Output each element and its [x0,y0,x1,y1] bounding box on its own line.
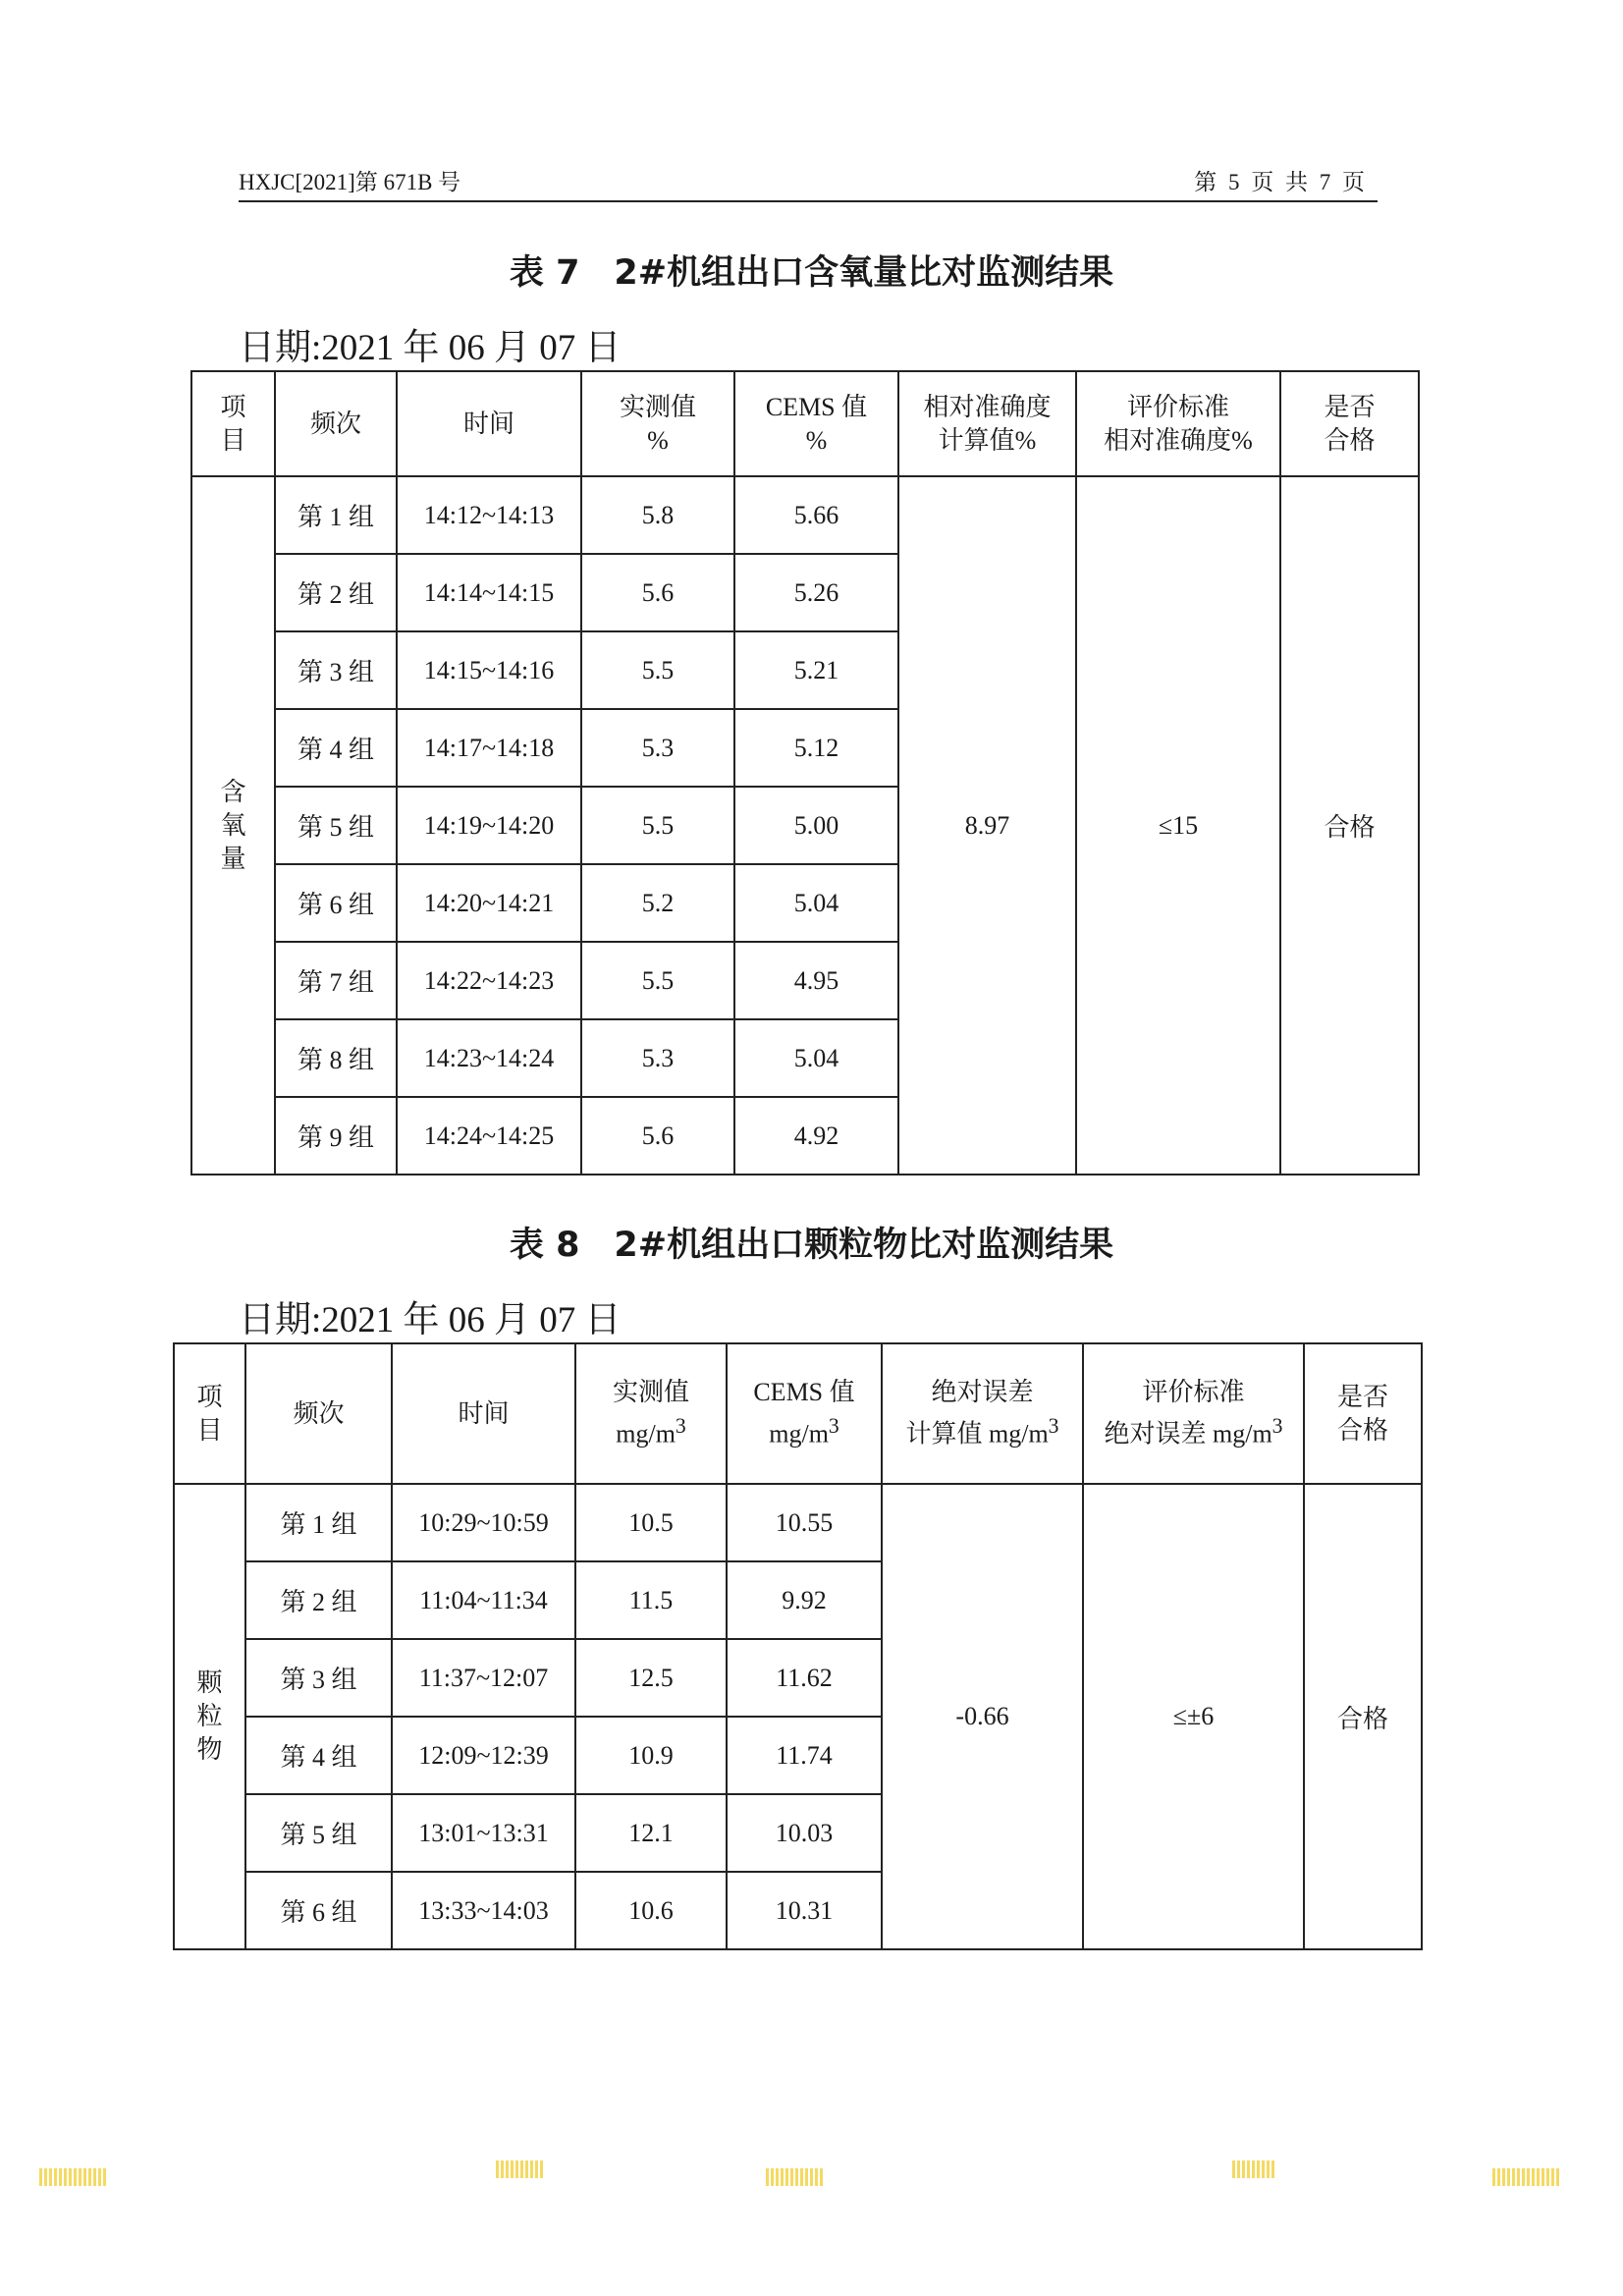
time-cell: 14:12~14:13 [397,476,581,554]
header-measured: 实测值 % [581,371,734,476]
table8-title: 表 8 2#机组出口颗粒物比对监测结果 [509,1226,1114,1265]
frequency-cell: 第 1 组 [275,476,397,554]
time-cell: 14:14~14:15 [397,554,581,631]
time-cell: 13:33~14:03 [392,1872,575,1949]
measured-cell: 5.5 [581,942,734,1019]
result-cell: 合格 [1304,1484,1422,1949]
measured-cell: 5.5 [581,631,734,709]
frequency-cell: 第 1 组 [245,1484,392,1561]
header-qualified: 是否 合格 [1304,1343,1422,1484]
page-header [239,163,1378,202]
header-cems: CEMS 值 % [734,371,898,476]
cems-cell: 5.21 [734,631,898,709]
time-cell: 13:01~13:31 [392,1794,575,1872]
document-number: HXJC[2021]第 671B 号 [239,170,461,194]
calc-value-cell: 8.97 [898,476,1076,1175]
time-cell: 14:20~14:21 [397,864,581,942]
cems-cell: 5.04 [734,864,898,942]
cems-cell: 5.04 [734,1019,898,1097]
time-cell: 11:04~11:34 [392,1561,575,1639]
frequency-cell: 第 4 组 [245,1717,392,1794]
frequency-cell: 第 7 组 [275,942,397,1019]
measured-cell: 5.8 [581,476,734,554]
cems-cell: 4.95 [734,942,898,1019]
time-cell: 14:17~14:18 [397,709,581,787]
frequency-cell: 第 6 组 [245,1872,392,1949]
cems-cell: 11.62 [727,1639,882,1717]
time-cell: 10:29~10:59 [392,1484,575,1561]
time-cell: 14:23~14:24 [397,1019,581,1097]
frequency-cell: 第 6 组 [275,864,397,942]
header-relative-accuracy: 相对准确度 计算值% [898,371,1076,476]
header-measured: 实测值 $mg/m^3$ [575,1343,727,1484]
time-cell: 11:37~12:07 [392,1639,575,1717]
table-row [191,476,1419,554]
standard-cell: ≤15 [1076,476,1280,1175]
table7-title: 表 7 2#机组出口含氧量比对监测结果 [509,253,1114,293]
frequency-cell: 第 8 组 [275,1019,397,1097]
header-cems: CEMS 值 $mg/m^3$ [727,1343,882,1484]
result-cell: 合格 [1280,476,1419,1175]
table8-body [174,1484,1422,1949]
calc-value-cell: -0.66 [882,1484,1083,1949]
measured-cell: 12.1 [575,1794,727,1872]
frequency-cell: 第 3 组 [275,631,397,709]
header-frequency: 频次 [245,1343,392,1484]
header-item: 项 目 [174,1343,245,1484]
header-frequency: 频次 [275,371,397,476]
scan-mark [39,2168,108,2186]
frequency-cell: 第 2 组 [275,554,397,631]
frequency-cell: 第 2 组 [245,1561,392,1639]
measured-cell: 12.5 [575,1639,727,1717]
time-cell: 14:15~14:16 [397,631,581,709]
header-absolute-error: 绝对误差 计算值 $mg/m^3$ [882,1343,1083,1484]
measured-cell: 10.5 [575,1484,727,1561]
cems-cell: 10.03 [727,1794,882,1872]
frequency-cell: 第 9 组 [275,1097,397,1175]
frequency-cell: 第 3 组 [245,1639,392,1717]
cems-cell: 4.92 [734,1097,898,1175]
header-qualified: 是否 合格 [1280,371,1419,476]
measured-cell: 5.2 [581,864,734,942]
measured-cell: 5.6 [581,1097,734,1175]
frequency-cell: 第 5 组 [275,787,397,864]
table-row [174,1484,1422,1561]
measured-cell: 10.9 [575,1717,727,1794]
cems-cell: 5.12 [734,709,898,787]
cems-cell: 10.31 [727,1872,882,1949]
table8-particulate [173,1342,1423,1950]
header-item: 项 目 [191,371,275,476]
measured-cell: 5.5 [581,787,734,864]
measured-cell: 11.5 [575,1561,727,1639]
time-cell: 12:09~12:39 [392,1717,575,1794]
standard-cell: ≤±6 [1083,1484,1304,1949]
cems-cell: 5.00 [734,787,898,864]
measured-cell: 5.3 [581,709,734,787]
measured-cell: 5.6 [581,554,734,631]
frequency-cell: 第 5 组 [245,1794,392,1872]
scan-mark [496,2160,545,2178]
table7-date: 日期:2021 年 06 月 07 日 [239,328,622,368]
scan-mark [1492,2168,1561,2186]
header-standard: 评价标准 相对准确度% [1076,371,1280,476]
header-time: 时间 [392,1343,575,1484]
time-cell: 14:19~14:20 [397,787,581,864]
measured-cell: 10.6 [575,1872,727,1949]
table7-oxygen [190,370,1420,1175]
cems-cell: 10.55 [727,1484,882,1561]
item-name-cell: 含 氧 量 [191,476,275,1175]
cems-cell: 5.26 [734,554,898,631]
frequency-cell: 第 4 组 [275,709,397,787]
cems-cell: 11.74 [727,1717,882,1794]
header-standard: 评价标准 绝对误差 $mg/m^3$ [1083,1343,1304,1484]
table8-date: 日期:2021 年 06 月 07 日 [239,1300,622,1340]
scan-mark [766,2168,825,2186]
time-cell: 14:22~14:23 [397,942,581,1019]
page-number: 第 5 页 共 7 页 [1194,170,1368,194]
measured-cell: 5.3 [581,1019,734,1097]
scan-mark [1232,2160,1276,2178]
header-time: 时间 [397,371,581,476]
time-cell: 14:24~14:25 [397,1097,581,1175]
item-name-cell: 颗 粒 物 [174,1484,245,1949]
cems-cell: 5.66 [734,476,898,554]
table7-body [191,476,1419,1175]
cems-cell: 9.92 [727,1561,882,1639]
